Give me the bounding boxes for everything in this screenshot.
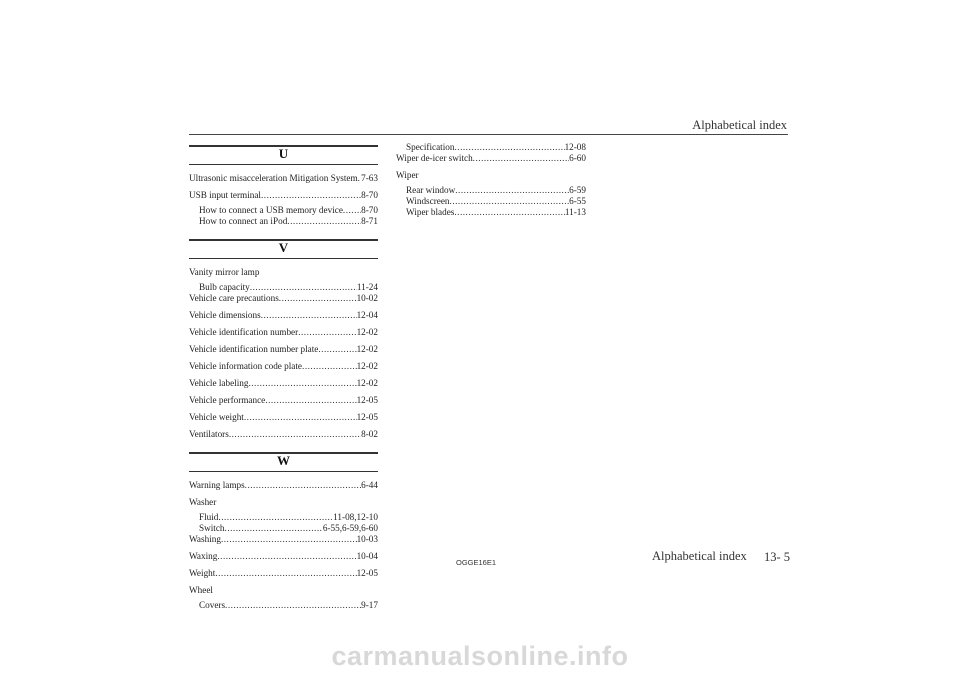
- page-ref: 12-04: [356, 310, 378, 320]
- page-ref: 8-02: [361, 429, 378, 439]
- index-subentry: Specification ..... 12-08: [396, 142, 586, 153]
- index-entry: Vehicle performance ..... 12-05: [189, 395, 378, 406]
- index-entry: Ventilators ..... 8-02: [189, 429, 378, 440]
- page-ref: 6-59: [569, 185, 586, 195]
- section-heading-v: [189, 239, 378, 259]
- page-ref: 8-70: [361, 190, 378, 200]
- header-rule: [189, 134, 788, 135]
- page-ref: 8-71: [361, 216, 378, 226]
- index-entry: Vanity mirror lamp: [189, 267, 260, 277]
- page-header-title: Alphabetical index: [692, 118, 787, 132]
- index-entry: Wheel: [189, 585, 213, 595]
- page-ref: 6-60: [569, 153, 586, 163]
- index-entry: Weight ..... 12-05: [189, 568, 378, 579]
- index-entry: Washer: [189, 497, 217, 507]
- index-subentry: Bulb capacity ..... 11-24: [189, 282, 378, 293]
- page-ref: 9-17: [361, 600, 378, 610]
- watermark: carmanualsonline.info: [331, 641, 629, 671]
- index-column-right: [396, 142, 586, 218]
- index-subentry: Fluid ..... 11-08,12-10: [189, 512, 378, 523]
- index-entry: Washing ..... 10-03: [189, 534, 378, 545]
- page-ref: 11-08,12-10: [333, 512, 378, 522]
- index-subentry: Switch ..... 6-55,6-59,6-60: [189, 523, 378, 534]
- index-entry: Wiper: [396, 170, 419, 180]
- footer-title: Alphabetical index: [652, 549, 747, 563]
- page-ref: 12-05: [356, 568, 378, 578]
- page-ref: 10-03: [356, 534, 378, 544]
- page-ref: 6-55: [569, 196, 586, 206]
- index-subentry: Wiper blades ..... 11-13: [396, 207, 586, 218]
- index-entry: Vehicle identification number ..... 12-02: [189, 327, 378, 338]
- index-entry: USB input terminal ..... 8-70: [189, 190, 378, 201]
- page-ref: 10-04: [356, 551, 378, 561]
- page-ref: 12-02: [356, 361, 378, 371]
- page-ref: 12-02: [356, 344, 378, 354]
- section-letter: V: [278, 240, 289, 255]
- page-ref: 12-02: [356, 327, 378, 337]
- page-ref: 8-70: [361, 205, 378, 215]
- index-entry: Waxing ..... 10-04: [189, 551, 378, 562]
- page-ref: 12-02: [356, 378, 378, 388]
- index-entry: Vehicle dimensions ..... 12-04: [189, 310, 378, 321]
- index-subentry: How to connect an iPod ..... 8-71: [189, 216, 378, 227]
- page-ref: 11-13: [564, 207, 586, 217]
- index-entry: Vehicle information code plate ..... 12-02: [189, 361, 378, 372]
- page-number: 13- 5: [764, 550, 791, 564]
- section-heading-w: [189, 452, 378, 472]
- index-entry: Vehicle care precautions ..... 10-02: [189, 293, 378, 304]
- index-entry: Vehicle weight ..... 12-05: [189, 412, 378, 423]
- page-ref: 12-05: [356, 412, 378, 422]
- index-entry: Wiper de-icer switch ..... 6-60: [396, 153, 586, 164]
- page-ref: 7-63: [361, 173, 378, 183]
- section-heading-u: [189, 145, 378, 165]
- page-ref: 12-08: [564, 142, 586, 152]
- index-subentry: How to connect a USB memory device ..... 8-70: [189, 205, 378, 216]
- index-entry: Vehicle labeling ..... 12-02: [189, 378, 378, 389]
- index-entry: Vehicle identification number plate ..... 12-02: [189, 344, 378, 355]
- section-letter: U: [278, 146, 289, 161]
- page-ref: 12-05: [356, 395, 378, 405]
- index-subentry: Windscreen ..... 6-55: [396, 196, 586, 207]
- index-entry: Ultrasonic misacceleration Mitigation System ..... 7-63: [189, 173, 378, 184]
- page-ref: 11-24: [356, 282, 378, 292]
- index-column-left: [189, 145, 378, 611]
- page-ref: 6-44: [361, 480, 378, 490]
- index-entry: Warning lamps ..... 6-44: [189, 480, 378, 491]
- document-code: OGGE16E1: [456, 558, 497, 567]
- index-subentry: Covers ..... 9-17: [189, 600, 378, 611]
- page-ref: 6-55,6-59,6-60: [322, 523, 378, 533]
- index-subentry: Rear window ..... 6-59: [396, 185, 586, 196]
- page-ref: 10-02: [356, 293, 378, 303]
- section-letter: W: [277, 453, 290, 468]
